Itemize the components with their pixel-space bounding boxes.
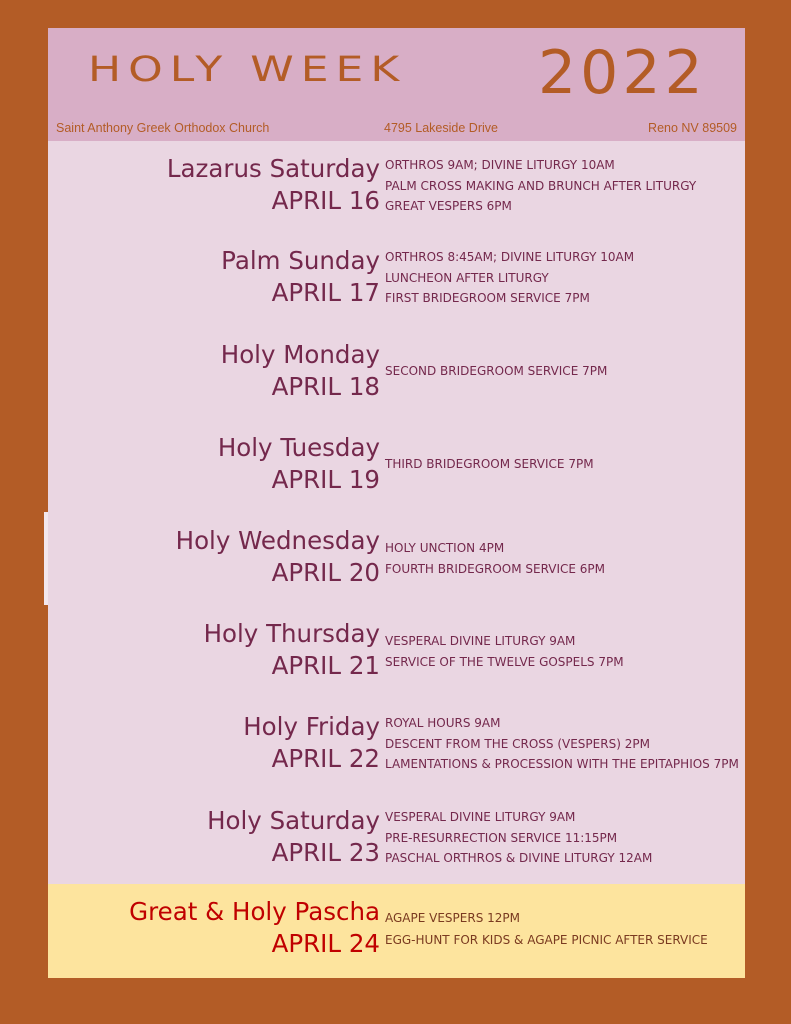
event-list <box>385 538 605 579</box>
event-list <box>385 454 594 475</box>
title-year: 2022 <box>538 38 707 108</box>
event-item: FIRST BRIDEGROOM SERVICE 7PM <box>385 291 590 305</box>
city-address: Reno NV 89509 <box>648 121 737 135</box>
event-list <box>385 908 708 950</box>
day-name: Holy Wednesday <box>175 526 380 555</box>
event-item: VESPERAL DIVINE LITURGY 9AM <box>385 634 576 648</box>
event-item: THIRD BRIDEGROOM SERVICE 7PM <box>385 457 594 471</box>
day-date: APRIL 19 <box>271 465 380 494</box>
page-title <box>48 28 745 123</box>
event-item: EGG-HUNT FOR KIDS & AGAPE PICNIC AFTER SERVICE <box>385 932 708 947</box>
event-item: PALM CROSS MAKING AND BRUNCH AFTER LITURGY <box>385 178 697 193</box>
day-name: Holy Monday <box>220 340 380 369</box>
event-list <box>385 807 652 869</box>
day-name: Holy Tuesday <box>217 433 380 462</box>
event-item: VESPERAL DIVINE LITURGY 9AM <box>385 810 576 824</box>
day-date: APRIL 23 <box>271 838 380 867</box>
day-date: APRIL 17 <box>271 278 380 307</box>
day-date: APRIL 20 <box>271 558 380 587</box>
event-item: GREAT VESPERS 6PM <box>385 199 512 213</box>
day-heading <box>207 805 380 869</box>
event-list <box>385 155 696 217</box>
event-item: LAMENTATIONS & PROCESSION WITH THE EPITAPHIOS 7PM <box>385 757 739 771</box>
title-words: HOLY WEEK <box>88 50 407 90</box>
event-list <box>385 631 624 672</box>
event-list <box>385 713 739 775</box>
event-item: PRE-RESURRECTION SERVICE 11:15PM <box>385 830 618 845</box>
day-date: APRIL 24 <box>271 929 380 958</box>
event-list <box>385 361 607 382</box>
event-item: AGAPE VESPERS 12PM <box>385 911 520 925</box>
schedule-page <box>48 28 745 978</box>
day-heading <box>204 618 380 682</box>
day-heading <box>176 525 380 589</box>
day-date: APRIL 18 <box>271 372 380 401</box>
day-heading <box>221 339 380 403</box>
event-item: ORTHROS 9AM; DIVINE LITURGY 10AM <box>385 158 615 172</box>
day-date: APRIL 22 <box>271 744 380 773</box>
day-heading <box>167 153 380 217</box>
day-heading <box>218 432 380 496</box>
pascha-section <box>48 884 745 978</box>
day-name: Holy Saturday <box>207 806 380 835</box>
day-heading <box>243 711 380 775</box>
day-name: Holy Thursday <box>203 619 380 648</box>
day-date: APRIL 16 <box>271 186 380 215</box>
event-item: LUNCHEON AFTER LITURGY <box>385 270 549 285</box>
event-item: FOURTH BRIDEGROOM SERVICE 6PM <box>385 561 606 576</box>
day-name: Great & Holy Pascha <box>129 897 380 926</box>
event-item: ORTHROS 8:45AM; DIVINE LITURGY 10AM <box>385 250 635 264</box>
day-heading <box>129 896 380 960</box>
day-name: Palm Sunday <box>221 246 380 275</box>
event-item: ROYAL HOURS 9AM <box>385 716 501 730</box>
street-address: 4795 Lakeside Drive <box>384 121 498 135</box>
day-heading <box>221 245 380 309</box>
event-item: SERVICE OF THE TWELVE GOSPELS 7PM <box>385 654 624 669</box>
event-item: SECOND BRIDEGROOM SERVICE 7PM <box>385 364 608 378</box>
day-name: Lazarus Saturday <box>166 154 380 183</box>
event-item: DESCENT FROM THE CROSS (VESPERS) 2PM <box>385 736 650 751</box>
day-name: Holy Friday <box>243 712 380 741</box>
church-name: Saint Anthony Greek Orthodox Church <box>56 121 270 135</box>
event-item: HOLY UNCTION 4PM <box>385 541 505 555</box>
event-item: PASCHAL ORTHROS & DIVINE LITURGY 12AM <box>385 851 653 865</box>
event-list <box>385 247 634 309</box>
header <box>48 28 745 141</box>
day-date: APRIL 21 <box>271 651 380 680</box>
